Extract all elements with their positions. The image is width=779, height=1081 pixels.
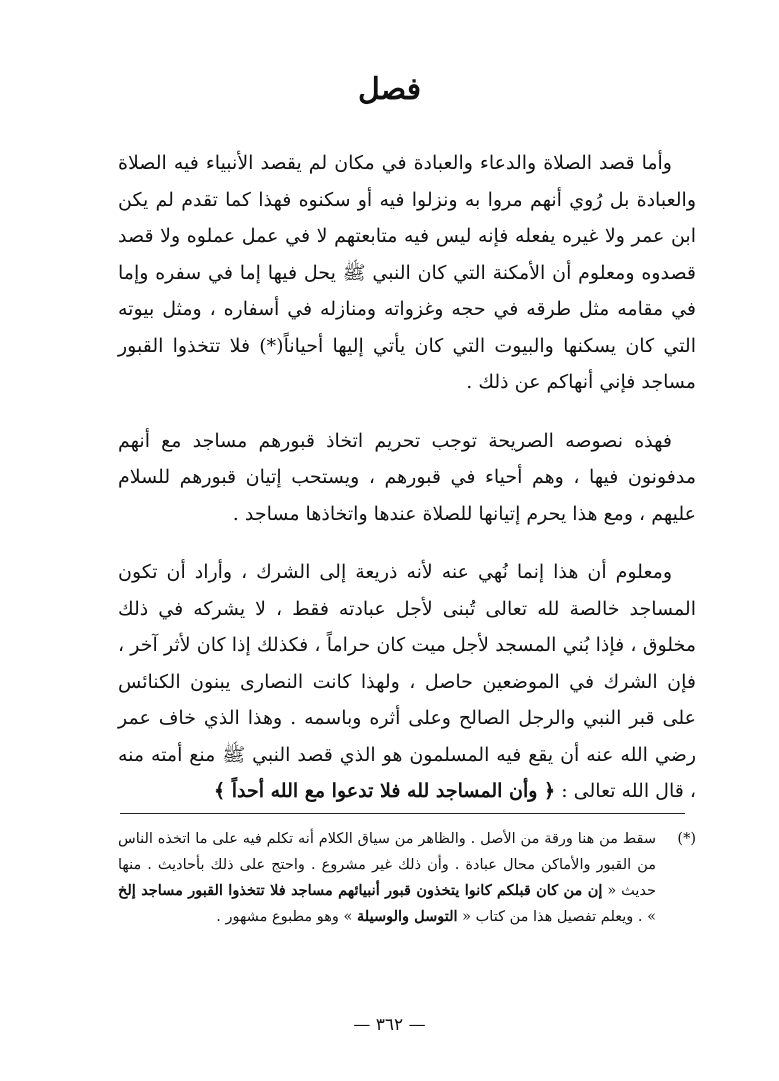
- footnote-book-title: التوسل والوسيلة: [357, 908, 458, 925]
- page-title: فصل: [357, 72, 422, 107]
- paragraph-3: [118, 554, 696, 810]
- footnote-divider: [120, 813, 685, 814]
- footnote-marker: (*): [677, 831, 696, 847]
- footnote-text-part: » . ويعلم تفصيل هذا من كتاب «: [457, 909, 656, 925]
- page-number: — ٣٦٢ —: [353, 1015, 426, 1035]
- footnote-text-part: » وهو مطبوع مشهور .: [216, 909, 358, 925]
- paragraph-3-text: ومعلوم أن هذا إنما نُهي عنه لأنه ذريعة إلى الشرك ، وأراد أن تكون المساجد خالصة لله تعالى تُبنى لأجل عبادته فقط ، لا يشركه في ذلك مخلوق ، فإذا بُني المسجد لأجل ميت كان حراماً ، فكذلك إذا كان لأثر آخر ، فإن الشرك في الموضعين حاصل ، ولهذا كانت النصارى يبنون الكنائس على قبر النبي والرجل الصالح وعلى أثره وباسمه . وهذا الذي خاف عمر رضي الله عنه أن يقع فيه المسلمون هو الذي قصد النبي ﷺ منع أمته منه ، قال الله تعالى :: [118, 561, 696, 802]
- footnote: [118, 826, 696, 930]
- paragraph-1: وأما قصد الصلاة والدعاء والعبادة في مكان لم يقصد الأنبياء فيه الصلاة والعبادة بل رُوي أنهم مروا به ونزلوا فيه أو سكنوه فهذا كما تقدم لم يكن ابن عمر ولا غيره يفعله فإنه ليس فيه متابعتهم لا في عمل عملوه ولا قصد قصدوه ومعلوم أن الأمكنة التي كان النبي ﷺ يحل فيها إما في سفره وإما في مقامه مثل طرقه في حجه وغزواته ومنازله في أسفاره ، ومثل بيوته التي كان يسكنها والبيوت التي كان يأتي إليها أحياناً(*) فلا تتخذوا القبور مساجد فإني أنهاكم عن ذلك .: [118, 152, 696, 393]
- footnote-hadith-quote: إن من كان قبلكم كانوا يتخذون قبور أنبيائهم مساجد فلا تتخذوا القبور مساجد إلخ: [118, 882, 603, 899]
- paragraph-2: فهذه نصوصه الصريحة توجب تحريم اتخاذ قبورهم مساجد مع أنهم مدفونون فيها ، وهم أحياء في قبورهم ، ويستحب إتيان قبورهم للسلام عليهم ، ومع هذا يحرم إتيانها للصلاة عندها واتخاذها مساجد .: [118, 429, 696, 525]
- footnote-text-part: سقط من هنا ورقة من الأصل . والظاهر من سياق الكلام أنه تكلم فيه على ما اتخذه الناس من القبور والأماكن محال عبادة . وأن ذلك غير مشروع . واحتج على ذلك بأحاديث . منها حديث «: [118, 831, 656, 899]
- quran-verse: ﴿ وأن المساجد لله فلا تدعوا مع الله أحداً ﴾: [213, 780, 556, 802]
- paragraph-gap: [118, 532, 696, 554]
- paragraph-gap: [118, 401, 696, 423]
- body-text: [118, 145, 696, 810]
- footnote-text: [118, 826, 656, 930]
